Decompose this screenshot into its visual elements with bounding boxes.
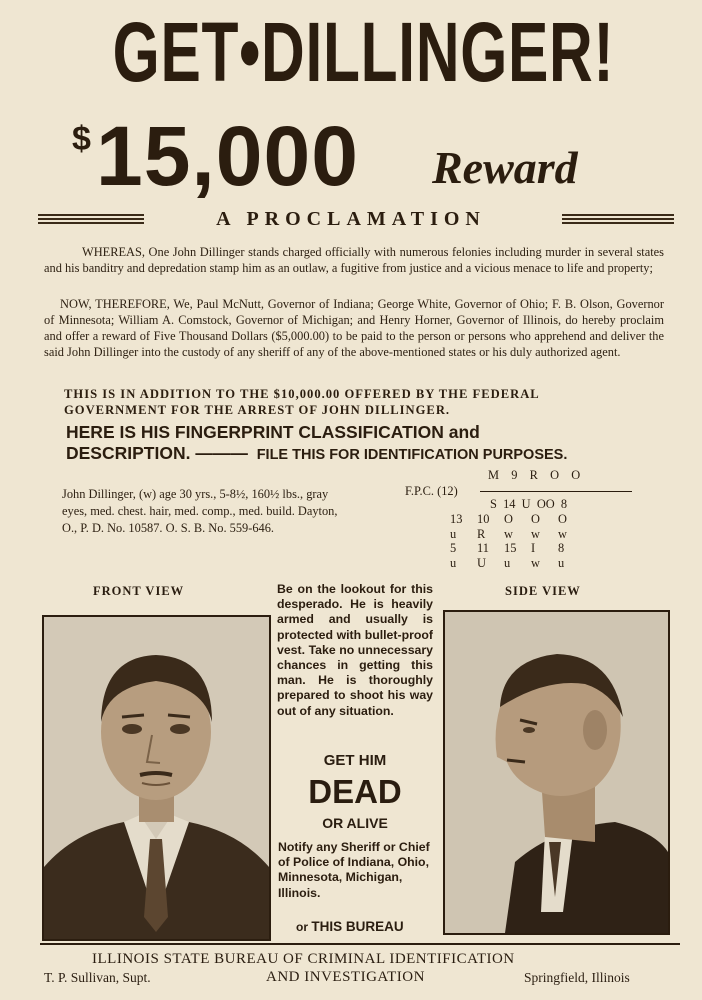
fpc-cell: O <box>531 512 540 526</box>
fpc-cell: 8 <box>558 541 565 555</box>
federal-addition-notice: THIS IS IN ADDITION TO THE $10,000.00 OFFERED BY THE FEDERAL GOVERNMENT FOR THE ARREST OF JOHN DILLINGER. <box>64 387 539 417</box>
fpc-cell: w <box>504 526 513 541</box>
fpc-row <box>450 556 590 571</box>
lookout-warning: Be on the lookout for this desperado. He is heavily armed and usually is protected with bullet-proof vest. Take no unnecessary chances in getting this man. He is thoroughly prepared to shoot his way out of any situation. <box>277 582 433 718</box>
whereas-paragraph: WHEREAS, One John Dillinger stands charged officially with numerous felonies including murder in several states and his banditry and depredation stamp him as an outlaw, a fugitive from justice and a vicious menace to life and property; <box>44 245 664 275</box>
fpc-denominator: S 14 U OO 8 <box>490 497 568 511</box>
notify-instruction: Notify any Sheriff or Chief of Police of Indiana, Ohio, Minnesota, Michigan, Illinois. <box>278 840 430 900</box>
fingerprint-heading-line2 <box>66 443 567 464</box>
bureau-name-line1: ILLINOIS STATE BUREAU OF CRIMINAL IDENTIFICATION <box>92 951 515 967</box>
file-instruction: FILE THIS FOR IDENTIFICATION PURPOSES. <box>256 447 568 463</box>
bureau-name-line2: AND INVESTIGATION <box>266 969 425 985</box>
fpc-fraction-bar <box>480 491 632 492</box>
fpc-row <box>450 512 590 527</box>
reward-word: Reward <box>432 142 578 193</box>
bureau-city: Springfield, Illinois <box>524 970 630 985</box>
physical-description: John Dillinger, (w) age 30 yrs., 5-8½, 160½ lbs., gray eyes, med. chest. hair, med. comp., med. build. Dayton, O., P. D. No. 10587. O. S. B. No. 559-646. <box>62 487 338 535</box>
fpc-cell: O <box>504 512 513 526</box>
fpc-cell: I <box>531 541 536 555</box>
fingerprint-heading-line1: HERE IS HIS FINGERPRINT CLASSIFICATION and <box>66 422 480 442</box>
fpc-cell: O <box>558 512 567 526</box>
or-alive-label: OR ALIVE <box>322 815 388 831</box>
fpc-cell: U <box>477 555 486 570</box>
reward-currency: $ <box>72 120 91 158</box>
fpc-cell: w <box>531 526 540 541</box>
get-him-label: GET HIM <box>323 752 387 769</box>
fpc-cell: w <box>558 526 567 541</box>
side-portrait-illustration <box>445 612 668 933</box>
proclamation-title: A PROCLAMATION <box>216 208 486 230</box>
fpc-cell: 10 <box>477 512 490 526</box>
fpc-row <box>450 527 590 542</box>
dead-label: DEAD <box>308 773 402 810</box>
side-view-label: SIDE VIEW <box>505 584 581 598</box>
front-view-photo <box>42 615 271 941</box>
fpc-cell: u <box>558 555 565 570</box>
fpc-cell: u <box>450 555 457 570</box>
front-view-label: FRONT VIEW <box>93 584 185 598</box>
right-rule-divider <box>562 214 674 228</box>
fpc-numerator: M 9 R O O <box>488 468 583 482</box>
this-bureau-label: THIS BUREAU <box>311 919 404 934</box>
or-prefix: or <box>296 920 312 934</box>
footer-divider <box>40 943 680 945</box>
fpc-cell: 5 <box>450 541 457 555</box>
or-this-bureau <box>296 919 404 934</box>
superintendent-name: T. P. Sullivan, Supt. <box>44 970 151 985</box>
fpc-label: F.P.C. (12) <box>405 484 458 498</box>
fpc-cell: u <box>450 526 457 541</box>
fpc-cell: u <box>504 555 511 570</box>
fpc-cell: R <box>477 526 486 541</box>
fpc-cell: 11 <box>477 541 489 555</box>
side-view-photo <box>443 610 670 935</box>
fpc-cell: 15 <box>504 541 517 555</box>
headline: GET•DILLINGER! <box>112 5 615 99</box>
left-rule-divider <box>38 214 144 228</box>
therefore-paragraph: NOW, THEREFORE, We, Paul McNutt, Governor of Indiana; George White, Governor of Ohio; F. B. Olson, Governor of Minnesota; William A. Comstock, Governor of Michigan; and Henry Horner, Governor of Illinois, do hereby proclaim and offer a reward of Five Thousand Dollars ($5,000.00) to be paid to the person or persons who apprehend and deliver the said John Dillinger into the custody of any sheriff of any of the above-mentioned states or his duly authorized agent. <box>44 297 664 359</box>
fpc-cell: 13 <box>450 512 463 526</box>
front-portrait-illustration <box>44 617 269 939</box>
reward-amount: 15,000 <box>96 109 359 203</box>
fpc-grid <box>450 512 590 570</box>
fpc-cell: w <box>531 555 540 570</box>
description-heading: DESCRIPTION. ——— <box>66 443 253 463</box>
fpc-row <box>450 541 590 556</box>
